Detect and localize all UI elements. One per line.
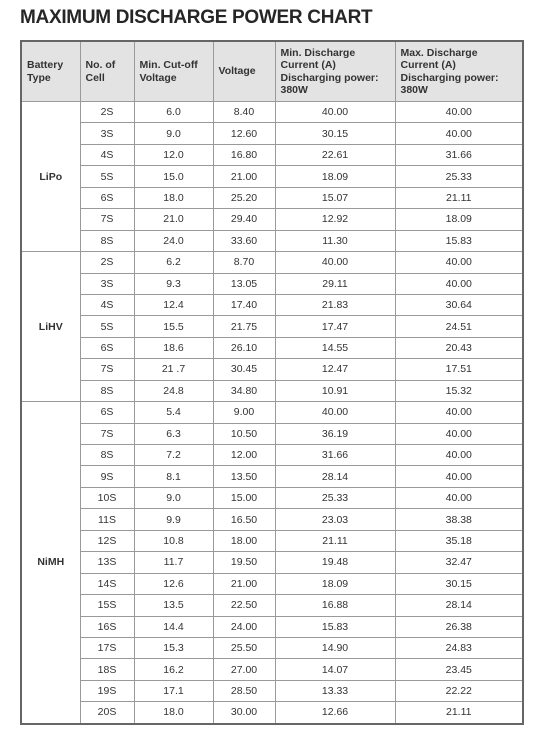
cell-count-cell: 8S [80,445,134,466]
max-discharge-current-cell: 30.15 [395,573,523,594]
table-row [21,359,523,380]
voltage-cell: 12.00 [213,445,275,466]
cell-count-cell: 2S [80,102,134,123]
max-discharge-current-cell: 31.66 [395,144,523,165]
cell-count-cell: 12S [80,530,134,551]
max-discharge-current-cell: 40.00 [395,423,523,444]
battery-type-cell: NiMH [21,402,80,724]
min-cutoff-voltage-cell: 9.0 [134,123,213,144]
table-row [21,530,523,551]
cell-count-cell: 20S [80,702,134,724]
min-discharge-current-cell: 15.83 [275,616,395,637]
table-row [21,187,523,208]
cell-count-cell: 8S [80,230,134,251]
min-discharge-current-cell: 17.47 [275,316,395,337]
min-cutoff-voltage-cell: 18.6 [134,337,213,358]
cell-count-cell: 16S [80,616,134,637]
cell-count-cell: 10S [80,487,134,508]
table-row [21,445,523,466]
min-discharge-current-cell: 14.90 [275,637,395,658]
max-discharge-current-cell: 23.45 [395,659,523,680]
voltage-cell: 21.75 [213,316,275,337]
min-discharge-current-cell: 28.14 [275,466,395,487]
max-discharge-current-cell: 25.33 [395,166,523,187]
min-cutoff-voltage-cell: 7.2 [134,445,213,466]
cell-count-cell: 4S [80,294,134,315]
table-row [21,595,523,616]
min-discharge-current-cell: 14.55 [275,337,395,358]
min-cutoff-voltage-cell: 12.4 [134,294,213,315]
voltage-cell: 27.00 [213,659,275,680]
voltage-cell: 28.50 [213,680,275,701]
table-row [21,166,523,187]
max-discharge-current-cell: 40.00 [395,273,523,294]
table-row [21,487,523,508]
max-discharge-current-cell: 26.38 [395,616,523,637]
voltage-cell: 10.50 [213,423,275,444]
min-discharge-current-cell: 12.47 [275,359,395,380]
max-discharge-current-cell: 40.00 [395,445,523,466]
cell-count-cell: 17S [80,637,134,658]
min-cutoff-voltage-cell: 21 .7 [134,359,213,380]
min-cutoff-voltage-cell: 24.0 [134,230,213,251]
voltage-cell: 16.80 [213,144,275,165]
voltage-cell: 25.20 [213,187,275,208]
table-row [21,380,523,401]
min-discharge-current-cell: 16.88 [275,595,395,616]
max-discharge-current-cell: 30.64 [395,294,523,315]
min-discharge-current-cell: 40.00 [275,252,395,273]
table-row [21,680,523,701]
battery-type-cell: LiPo [21,102,80,252]
cell-count-cell: 9S [80,466,134,487]
max-discharge-current-cell: 15.32 [395,380,523,401]
cell-count-cell: 7S [80,423,134,444]
voltage-cell: 29.40 [213,209,275,230]
cell-count-cell: 5S [80,166,134,187]
table-row [21,573,523,594]
table-row [21,423,523,444]
table-row [21,144,523,165]
header-battery-type: Battery Type [21,41,80,102]
header-voltage: Voltage [213,41,275,102]
table-row [21,637,523,658]
min-discharge-current-cell: 18.09 [275,166,395,187]
cell-count-cell: 14S [80,573,134,594]
voltage-cell: 22.50 [213,595,275,616]
cell-count-cell: 3S [80,273,134,294]
max-discharge-current-cell: 40.00 [395,466,523,487]
min-discharge-current-cell: 10.91 [275,380,395,401]
cell-count-cell: 11S [80,509,134,530]
min-cutoff-voltage-cell: 8.1 [134,466,213,487]
cell-count-cell: 13S [80,552,134,573]
table-row [21,252,523,273]
min-cutoff-voltage-cell: 21.0 [134,209,213,230]
table-row [21,123,523,144]
min-discharge-current-cell: 18.09 [275,573,395,594]
table-row [21,209,523,230]
min-discharge-current-cell: 29.11 [275,273,395,294]
min-cutoff-voltage-cell: 18.0 [134,187,213,208]
min-discharge-current-cell: 11.30 [275,230,395,251]
table-row [21,273,523,294]
min-cutoff-voltage-cell: 6.2 [134,252,213,273]
voltage-cell: 26.10 [213,337,275,358]
table-row [21,702,523,724]
header-max-discharge-current: Max. Discharge Current (A) Discharging power: 380W [395,41,523,102]
min-discharge-current-cell: 12.66 [275,702,395,724]
max-discharge-current-cell: 22.22 [395,680,523,701]
voltage-cell: 8.70 [213,252,275,273]
header-min-discharge-current: Min. Discharge Current (A) Discharging power: 380W [275,41,395,102]
min-cutoff-voltage-cell: 10.8 [134,530,213,551]
max-discharge-current-cell: 40.00 [395,487,523,508]
min-cutoff-voltage-cell: 15.3 [134,637,213,658]
voltage-cell: 30.45 [213,359,275,380]
table-row [21,659,523,680]
min-cutoff-voltage-cell: 6.0 [134,102,213,123]
min-cutoff-voltage-cell: 12.6 [134,573,213,594]
cell-count-cell: 3S [80,123,134,144]
min-cutoff-voltage-cell: 9.9 [134,509,213,530]
voltage-cell: 18.00 [213,530,275,551]
voltage-cell: 24.00 [213,616,275,637]
cell-count-cell: 19S [80,680,134,701]
cell-count-cell: 6S [80,402,134,423]
table-row [21,102,523,123]
max-discharge-current-cell: 18.09 [395,209,523,230]
min-cutoff-voltage-cell: 5.4 [134,402,213,423]
min-cutoff-voltage-cell: 24.8 [134,380,213,401]
table-row [21,230,523,251]
min-discharge-current-cell: 23.03 [275,509,395,530]
table-header-row [21,41,523,102]
min-cutoff-voltage-cell: 18.0 [134,702,213,724]
header-min-cutoff-voltage: Min. Cut-off Voltage [134,41,213,102]
voltage-cell: 15.00 [213,487,275,508]
min-cutoff-voltage-cell: 15.5 [134,316,213,337]
table-row [21,466,523,487]
max-discharge-current-cell: 32.47 [395,552,523,573]
battery-type-cell: LiHV [21,252,80,402]
table-body [21,102,523,724]
min-cutoff-voltage-cell: 12.0 [134,144,213,165]
voltage-cell: 12.60 [213,123,275,144]
min-discharge-current-cell: 31.66 [275,445,395,466]
cell-count-cell: 18S [80,659,134,680]
voltage-cell: 19.50 [213,552,275,573]
max-discharge-current-cell: 24.83 [395,637,523,658]
table-row [21,294,523,315]
min-discharge-current-cell: 22.61 [275,144,395,165]
cell-count-cell: 2S [80,252,134,273]
max-discharge-current-cell: 28.14 [395,595,523,616]
max-discharge-current-cell: 24.51 [395,316,523,337]
min-discharge-current-cell: 12.92 [275,209,395,230]
table-row [21,509,523,530]
voltage-cell: 17.40 [213,294,275,315]
max-discharge-current-cell: 40.00 [395,402,523,423]
table-row [21,552,523,573]
min-discharge-current-cell: 21.83 [275,294,395,315]
cell-count-cell: 7S [80,359,134,380]
cell-count-cell: 8S [80,380,134,401]
max-discharge-current-cell: 35.18 [395,530,523,551]
cell-count-cell: 4S [80,144,134,165]
voltage-cell: 21.00 [213,573,275,594]
min-discharge-current-cell: 19.48 [275,552,395,573]
min-discharge-current-cell: 40.00 [275,102,395,123]
voltage-cell: 34.80 [213,380,275,401]
min-cutoff-voltage-cell: 15.0 [134,166,213,187]
min-cutoff-voltage-cell: 9.3 [134,273,213,294]
max-discharge-current-cell: 40.00 [395,123,523,144]
min-cutoff-voltage-cell: 6.3 [134,423,213,444]
voltage-cell: 9.00 [213,402,275,423]
min-cutoff-voltage-cell: 17.1 [134,680,213,701]
cell-count-cell: 6S [80,187,134,208]
voltage-cell: 13.05 [213,273,275,294]
cell-count-cell: 6S [80,337,134,358]
max-discharge-current-cell: 15.83 [395,230,523,251]
voltage-cell: 33.60 [213,230,275,251]
voltage-cell: 25.50 [213,637,275,658]
max-discharge-current-cell: 21.11 [395,187,523,208]
voltage-cell: 30.00 [213,702,275,724]
max-discharge-current-cell: 40.00 [395,102,523,123]
min-cutoff-voltage-cell: 11.7 [134,552,213,573]
table-row [21,402,523,423]
min-cutoff-voltage-cell: 14.4 [134,616,213,637]
page-title: MAXIMUM DISCHARGE POWER CHART [20,7,373,28]
max-discharge-current-cell: 40.00 [395,252,523,273]
min-discharge-current-cell: 40.00 [275,402,395,423]
min-cutoff-voltage-cell: 16.2 [134,659,213,680]
min-discharge-current-cell: 36.19 [275,423,395,444]
discharge-chart-table [20,40,524,725]
cell-count-cell: 7S [80,209,134,230]
min-discharge-current-cell: 14.07 [275,659,395,680]
table-row [21,337,523,358]
header-cell-count: No. of Cell [80,41,134,102]
min-discharge-current-cell: 21.11 [275,530,395,551]
max-discharge-current-cell: 17.51 [395,359,523,380]
table-row [21,616,523,637]
max-discharge-current-cell: 21.11 [395,702,523,724]
min-cutoff-voltage-cell: 9.0 [134,487,213,508]
min-discharge-current-cell: 13.33 [275,680,395,701]
max-discharge-current-cell: 20.43 [395,337,523,358]
voltage-cell: 13.50 [213,466,275,487]
voltage-cell: 16.50 [213,509,275,530]
cell-count-cell: 15S [80,595,134,616]
min-discharge-current-cell: 15.07 [275,187,395,208]
cell-count-cell: 5S [80,316,134,337]
min-discharge-current-cell: 25.33 [275,487,395,508]
voltage-cell: 21.00 [213,166,275,187]
table-row [21,316,523,337]
max-discharge-current-cell: 38.38 [395,509,523,530]
min-cutoff-voltage-cell: 13.5 [134,595,213,616]
min-discharge-current-cell: 30.15 [275,123,395,144]
voltage-cell: 8.40 [213,102,275,123]
